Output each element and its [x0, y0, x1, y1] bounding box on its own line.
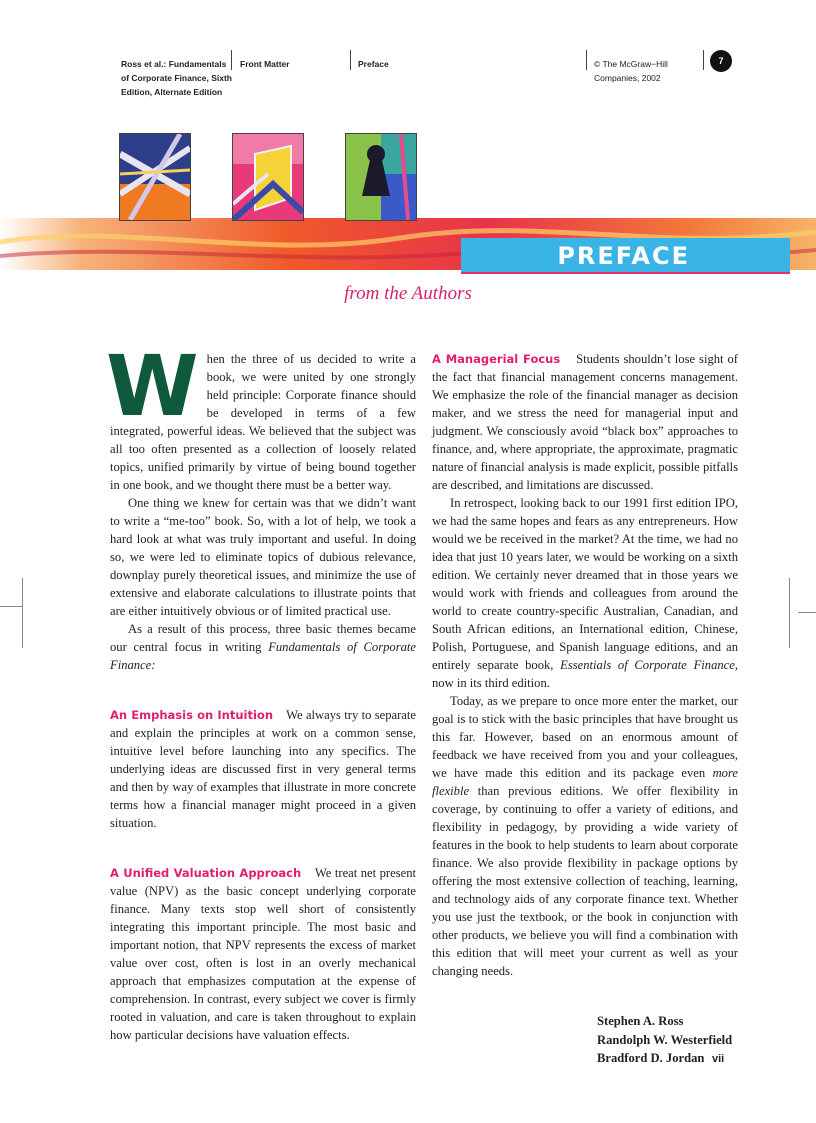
body-paragraph: In retrospect, looking back to our 1991 first edition IPO, we had the same hopes and fears as any entrepreneurs. How would we be received in the market? At the time, we had no idea that just 10 years later, we would be working on a sixth edition. We certainly never dreamed that in those years we would work with friends and colleagues from around the world to create country-specific Australian, Canadian, and South African editions, an International edition, Chinese, Polish, Portuguese, and Spanish language editions, and an entirely separate book, Essentials of Corporate Finance, now in its third edition. — [432, 496, 738, 690]
illustration-tile-1 — [119, 133, 191, 221]
body-paragraph: One thing we knew for certain was that we didn’t want to write a “me-too” book. So, with a lot of help, we took a hard look at what was truly important and useful. In doing so, we were led to eliminate topics of dubious relevance, downplay purely theoretical issues, and minimize the use of extensive and elaborate calculations to illustrate points that are either intuitively obvious or of limited practical use. — [110, 496, 416, 618]
page-number-badge: 7 — [710, 50, 732, 72]
theme-intuition: An Emphasis on Intuition We always try to separate and explain the principles at work on a common sense, intuitive level before launching into any specifics. The underlying ideas are discussed first in very general terms and then by way of examples that illustrate in more concrete terms how a financial manager might proceed in a given situation. — [110, 708, 416, 830]
page-subtitle: from the Authors — [344, 283, 472, 304]
intro-paragraph: When the three of us decided to write a book, we were united by one strongly held principle: Corporate finance should be developed in terms of a few integrated, powerful ideas. We believed that the subject was all too often presented as a collection of loosely related topics, unified primarily by virtue of being bound together in one book, and we thought there must be a better way. — [106, 337, 416, 492]
illustration-tile-2 — [232, 133, 304, 221]
theme-heading: A Managerial Focus — [432, 352, 561, 366]
header-divider — [586, 50, 587, 70]
header-divider — [350, 50, 351, 70]
running-header-copyright: © The McGraw−Hill Companies, 2002 — [594, 59, 668, 83]
running-header-book: Ross et al.: Fundamentals of Corporate Finance, Sixth Edition, Alternate Edition — [121, 59, 232, 97]
illustration-tile-3 — [345, 133, 417, 221]
crop-mark — [789, 578, 790, 648]
header-divider — [703, 50, 704, 70]
crop-mark — [798, 612, 816, 613]
author-name: Bradford D. Jordan — [597, 1051, 705, 1065]
theme-managerial: A Managerial Focus Students shouldn’t lose sight of the fact that financial management concerns management. We emphasize the role of the financial manager as decision maker, and we stress the need for managerial input and judgment. We consciously avoid “black box” approaches to finance, and, where appropriate, the approximate, pragmatic nature of financial analysis is made explicit, possible pitfalls are described, and limitations are discussed. — [432, 352, 739, 492]
left-column — [106, 337, 416, 1044]
body-paragraph: As a result of this process, three basic themes became our central focus in writing Fundamentals of Corporate Finance: — [110, 622, 416, 672]
page-title: PREFACE — [557, 242, 690, 270]
author-name: Stephen A. Ross — [597, 1014, 684, 1028]
right-column — [432, 350, 738, 980]
running-header-chapter: Preface — [358, 59, 389, 69]
theme-heading: A Unified Valuation Approach — [110, 866, 302, 880]
theme-heading: An Emphasis on Intuition — [110, 708, 274, 722]
crop-mark — [0, 606, 22, 607]
drop-cap: W — [106, 337, 199, 435]
header-divider — [231, 50, 232, 70]
folio-page-number: vii — [712, 1053, 725, 1065]
running-header-section: Front Matter — [240, 59, 290, 69]
preface-title-bar — [461, 238, 790, 274]
body-paragraph: Today, as we prepare to once more enter the market, our goal is to stick with the basic principles that have brought us this far. However, based on an enormous amount of feedback we have received from you and your colleagues, we have made this edition and its package even more flexible than previous editions. We offer flexibility in coverage, by continuing to offer a variety of editions, and flexibility in pedagogy, by providing a wide variety of features in the book to help students to learn about corporate finance. We also provide flexibility in package options by offering the most extensive collection of teaching, learning, and technology aids of any corporate finance text. Whether you use just the textbook, or the book in conjunction with other products, we believe you will find a combination with this edition that will meet your current as well as your changing needs. — [432, 694, 738, 978]
author-name: Randolph W. Westerfield — [597, 1032, 733, 1047]
crop-mark — [22, 578, 23, 648]
theme-valuation: A Unified Valuation Approach We treat net present value (NPV) as the basic concept underlying corporate finance. Many texts stop well short of consistently integrating this important principle. The most basic and important notion, that NPV represents the excess of market value over cost, often is lost in an overly mechanical approach that emphasizes computation at the expense of comprehension. In contrast, every subject we cover is firmly rooted in valuation, and care is taken throughout to explain how particular decisions have valuation effects. — [110, 866, 416, 1042]
